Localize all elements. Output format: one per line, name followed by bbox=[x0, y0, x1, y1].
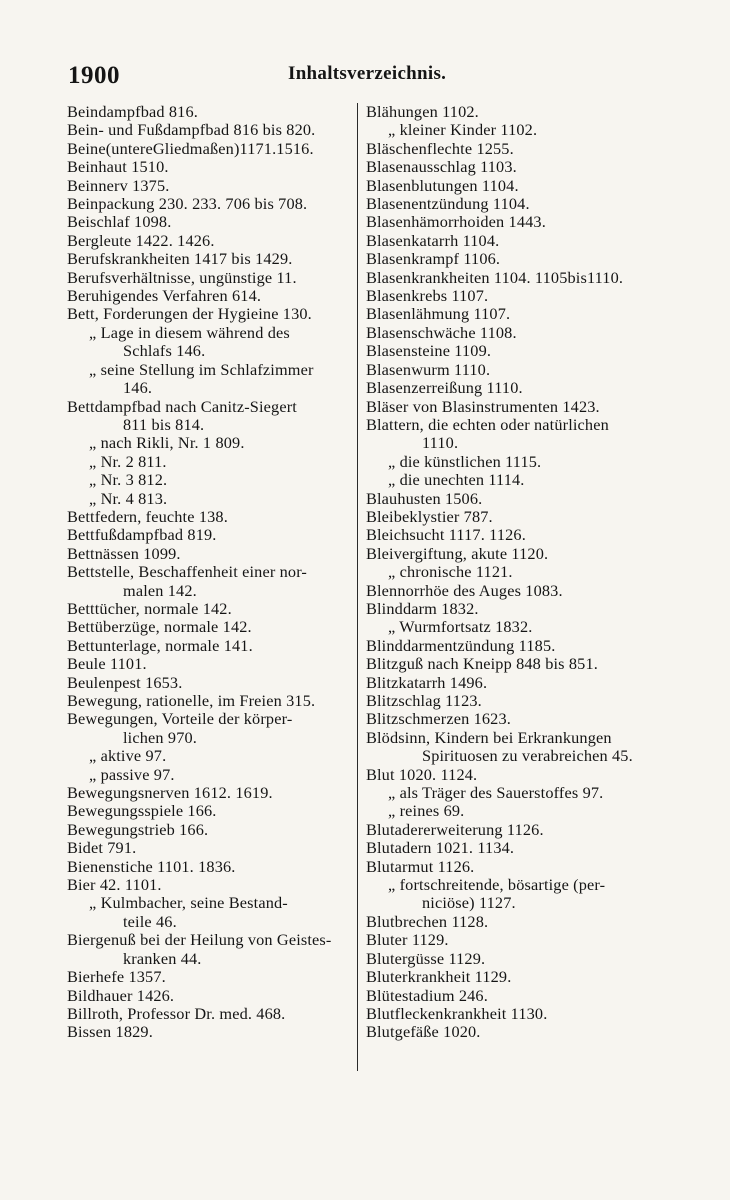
index-entry: Blitzschlag 1123. bbox=[366, 691, 482, 710]
index-subentry: „ reines 69. bbox=[388, 801, 465, 821]
index-entry: Bett, Forderungen der Hygieine 130. bbox=[67, 304, 312, 324]
index-subentry: „ kleiner Kinder 1102. bbox=[388, 120, 538, 140]
index-entry: Bläschenflechte 1255. bbox=[366, 138, 514, 158]
index-entry: Berufsverhältnisse, ungünstige 11. bbox=[67, 267, 297, 287]
index-entry-continuation: 1110. bbox=[422, 433, 459, 453]
index-entry: Bettüberzüge, normale 142. bbox=[67, 617, 252, 637]
index-entry: Bissen 1829. bbox=[67, 1022, 153, 1042]
index-entry: Bewegungen, Vorteile der körper- bbox=[67, 709, 293, 729]
index-entry: Blitzkatarrh 1496. bbox=[366, 672, 488, 692]
index-subentry: „ nach Rikli, Nr. 1 809. bbox=[89, 433, 245, 453]
index-subentry: „ chronische 1121. bbox=[388, 562, 513, 582]
index-entry: Blutarmut 1126. bbox=[366, 856, 475, 876]
index-entry-continuation: teile 46. bbox=[123, 911, 177, 931]
index-entry: Bierhefe 1357. bbox=[67, 967, 166, 987]
index-entry-continuation: Spirituosen zu verabreichen 45. bbox=[422, 746, 633, 766]
index-entry: Blinddarmentzündung 1185. bbox=[366, 635, 556, 655]
index-entry: Blutadererweiterung 1126. bbox=[366, 819, 544, 839]
index-entry: Beinnerv 1375. bbox=[67, 175, 170, 195]
index-entry: Beinpackung 230. 233. 706 bis 708. bbox=[67, 194, 308, 214]
index-entry: Blennorrhöe des Auges 1083. bbox=[366, 580, 563, 600]
index-entry: Bienenstiche 1101. 1836. bbox=[67, 856, 236, 876]
index-entry: Bluter 1129. bbox=[366, 930, 449, 950]
index-entry: Blasenblutungen 1104. bbox=[366, 175, 519, 195]
index-entry: Blasenzerreißung 1110. bbox=[366, 378, 523, 398]
index-entry: Billroth, Professor Dr. med. 468. bbox=[67, 1003, 286, 1023]
index-entry: Blutgefäße 1020. bbox=[366, 1022, 481, 1042]
index-entry: Blutadern 1021. 1134. bbox=[366, 838, 515, 858]
column-divider bbox=[357, 103, 358, 1071]
index-entry: Bluterkrankheit 1129. bbox=[366, 967, 512, 987]
index-entry: Blasenhämorrhoiden 1443. bbox=[366, 212, 546, 232]
index-entry: Bewegungsnerven 1612. 1619. bbox=[67, 783, 273, 803]
index-entry: Bewegung, rationelle, im Freien 315. bbox=[67, 691, 316, 710]
index-subentry: „ passive 97. bbox=[89, 764, 175, 784]
index-entry: Beruhigendes Verfahren 614. bbox=[67, 286, 262, 306]
index-entry: Bettfußdampfbad 819. bbox=[67, 525, 217, 545]
index-entry: Bleivergiftung, akute 1120. bbox=[366, 543, 549, 563]
index-entry: Blauhusten 1506. bbox=[366, 488, 483, 508]
index-entry: Blutergüsse 1129. bbox=[366, 948, 486, 968]
index-subentry: „ als Träger des Sauerstoffes 97. bbox=[388, 783, 604, 803]
index-entry-continuation: 811 bis 814. bbox=[123, 414, 205, 434]
index-entry: Blinddarm 1832. bbox=[366, 598, 479, 618]
index-entry: Blasensteine 1109. bbox=[366, 341, 492, 361]
index-subentry: „ die künstlichen 1115. bbox=[388, 451, 542, 471]
index-entry-continuation: kranken 44. bbox=[123, 948, 202, 968]
index-entry: Blutbrechen 1128. bbox=[366, 911, 489, 931]
index-entry: Bleichsucht 1117. 1126. bbox=[366, 525, 526, 545]
index-entry: Bleibeklystier 787. bbox=[366, 506, 493, 526]
index-subentry: „ seine Stellung im Schlafzimmer bbox=[89, 359, 314, 379]
index-entry: Blasenlähmung 1107. bbox=[366, 304, 511, 324]
index-subentry: „ Kulmbacher, seine Bestand- bbox=[89, 893, 288, 913]
index-entry: Beine(untereGliedmaßen)1171.1516. bbox=[67, 138, 314, 158]
index-entry: Blödsinn, Kindern bei Erkrankungen bbox=[366, 727, 612, 747]
index-entry-continuation: 146. bbox=[123, 378, 153, 398]
index-entry: Bettunterlage, normale 141. bbox=[67, 635, 253, 655]
index-entry: Blut 1020. 1124. bbox=[366, 764, 478, 784]
index-entry: Blasenausschlag 1103. bbox=[366, 157, 517, 177]
index-entry: Beule 1101. bbox=[67, 654, 147, 674]
index-entry: Bergleute 1422. 1426. bbox=[67, 230, 215, 250]
index-entry: Bettstelle, Beschaffenheit einer nor- bbox=[67, 562, 308, 582]
index-subentry: „ Nr. 4 813. bbox=[89, 488, 168, 508]
index-entry: Blasenschwäche 1108. bbox=[366, 322, 517, 342]
index-entry: Blütestadium 246. bbox=[366, 985, 488, 1005]
index-entry: Bettnässen 1099. bbox=[67, 543, 181, 563]
index-entry: Bier 42. 1101. bbox=[67, 875, 162, 895]
index-entry: Beindampfbad 816. bbox=[67, 102, 198, 121]
index-entry: Blasenkatarrh 1104. bbox=[366, 230, 500, 250]
page-number: 1900 bbox=[68, 62, 120, 89]
index-subentry: „ Nr. 3 812. bbox=[89, 470, 168, 490]
index-subentry: „ fortschreitende, bösartige (per- bbox=[388, 875, 606, 895]
index-entry-continuation: niciöse) 1127. bbox=[422, 893, 516, 913]
index-entry: Beischlaf 1098. bbox=[67, 212, 172, 232]
index-column-right bbox=[366, 103, 666, 1042]
index-entry: Blasenkrankheiten 1104. 1105bis1110. bbox=[366, 267, 624, 287]
index-entry: Bettfedern, feuchte 138. bbox=[67, 506, 228, 526]
index-entry: Bildhauer 1426. bbox=[67, 985, 175, 1005]
index-entry: Blasenkrebs 1107. bbox=[366, 286, 489, 306]
index-entry: Bein- und Fußdampfbad 816 bis 820. bbox=[67, 120, 316, 140]
index-entry: Blitzguß nach Kneipp 848 bis 851. bbox=[366, 654, 598, 674]
index-entry: Bewegungstrieb 166. bbox=[67, 819, 209, 839]
index-entry: Blattern, die echten oder natürlichen bbox=[366, 414, 609, 434]
index-entry: Blasenwurm 1110. bbox=[366, 359, 491, 379]
index-entry-continuation: Schlafs 146. bbox=[123, 341, 206, 361]
index-entry: Bläser von Blasinstrumenten 1423. bbox=[366, 396, 600, 416]
index-entry: Blähungen 1102. bbox=[366, 102, 479, 121]
index-subentry: „ aktive 97. bbox=[89, 746, 167, 766]
index-entry: Bewegungsspiele 166. bbox=[67, 801, 217, 821]
index-entry: Biergenuß bei der Heilung von Geistes- bbox=[67, 930, 332, 950]
index-column-left bbox=[67, 103, 353, 1042]
index-entry: Beinhaut 1510. bbox=[67, 157, 169, 177]
index-entry: Blasenentzündung 1104. bbox=[366, 194, 530, 214]
index-subentry: „ Wurmfortsatz 1832. bbox=[388, 617, 533, 637]
index-subentry: „ Nr. 2 811. bbox=[89, 451, 167, 471]
index-entry: Bettdampfbad nach Canitz-Siegert bbox=[67, 396, 297, 416]
index-entry-continuation: malen 142. bbox=[123, 580, 197, 600]
index-entry: Bidet 791. bbox=[67, 838, 137, 858]
index-subentry: „ die unechten 1114. bbox=[388, 470, 525, 490]
running-title: Inhaltsverzeichnis. bbox=[288, 63, 447, 84]
index-entry: Blutfleckenkrankheit 1130. bbox=[366, 1003, 548, 1023]
index-entry: Beulenpest 1653. bbox=[67, 672, 183, 692]
index-entry: Berufskrankheiten 1417 bis 1429. bbox=[67, 249, 293, 269]
index-entry: Betttücher, normale 142. bbox=[67, 598, 232, 618]
index-entry-continuation: lichen 970. bbox=[123, 727, 197, 747]
index-entry: Blasenkrampf 1106. bbox=[366, 249, 501, 269]
index-entry: Blitzschmerzen 1623. bbox=[366, 709, 511, 729]
index-subentry: „ Lage in diesem während des bbox=[89, 322, 290, 342]
